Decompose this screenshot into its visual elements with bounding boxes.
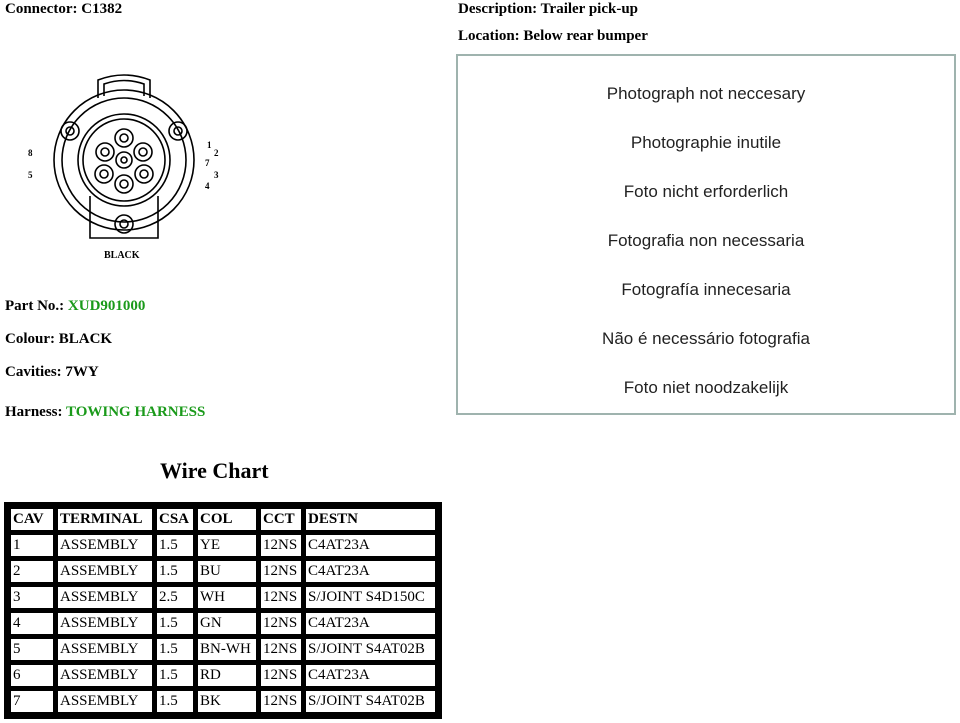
cell-terminal: ASSEMBLY xyxy=(57,664,153,687)
wire-chart-table xyxy=(4,502,442,719)
photo-message-nl: Foto niet noodzakelijk xyxy=(623,378,789,397)
cell-csa: 2.5 xyxy=(156,586,194,609)
harness-line xyxy=(5,404,205,421)
cell-col: WH xyxy=(197,586,257,609)
cell-cav: 3 xyxy=(10,586,54,609)
cell-cct: 12NS xyxy=(260,586,302,609)
cell-cav: 2 xyxy=(10,560,54,583)
cavities-label: Cavities: xyxy=(5,364,62,380)
colour-line xyxy=(5,331,112,348)
wire-chart-title: Wire Chart xyxy=(160,458,269,483)
table-row xyxy=(10,664,436,687)
cell-destn: S/JOINT S4D150C xyxy=(305,586,436,609)
cell-destn: C4AT23A xyxy=(305,664,436,687)
colour-label: Colour: xyxy=(5,331,55,347)
pin-number-5: 5 xyxy=(28,170,33,180)
column-header-col: COL xyxy=(197,508,257,531)
description-line xyxy=(458,1,638,18)
cell-csa: 1.5 xyxy=(156,534,194,557)
connector-face-diagram xyxy=(20,68,230,264)
description-label: Description: xyxy=(458,1,538,17)
part-no-link[interactable]: XUD901000 xyxy=(67,298,146,314)
column-header-destn: DESTN xyxy=(305,508,436,531)
cell-cav: 1 xyxy=(10,534,54,557)
location-value: Below rear bumper xyxy=(523,28,648,44)
cell-col: GN xyxy=(197,612,257,635)
photo-message-pt: Não é necessário fotografia xyxy=(602,329,810,348)
pin-number-2: 2 xyxy=(214,148,219,158)
part-no-label: Part No.: xyxy=(5,298,65,314)
cell-col: YE xyxy=(197,534,257,557)
table-row xyxy=(10,586,436,609)
connector-label: Connector: xyxy=(5,1,78,17)
cell-cav: 4 xyxy=(10,612,54,635)
cell-cav: 6 xyxy=(10,664,54,687)
cell-cct: 12NS xyxy=(260,612,302,635)
cell-cct: 12NS xyxy=(260,638,302,661)
photo-message-es: Fotografía innecesaria xyxy=(621,280,791,299)
cell-terminal: ASSEMBLY xyxy=(57,560,153,583)
cell-destn: C4AT23A xyxy=(305,560,436,583)
pin-number-4: 4 xyxy=(205,181,210,191)
cell-col: BK xyxy=(197,690,257,713)
location-label: Location: xyxy=(458,28,520,44)
cell-destn: C4AT23A xyxy=(305,612,436,635)
pin-number-8: 8 xyxy=(28,148,33,158)
cavities-line xyxy=(5,364,99,381)
location-line xyxy=(458,28,648,45)
cell-terminal: ASSEMBLY xyxy=(57,586,153,609)
table-row xyxy=(10,560,436,583)
column-header-cct: CCT xyxy=(260,508,302,531)
cell-csa: 1.5 xyxy=(156,638,194,661)
photo-message-fr: Photographie inutile xyxy=(630,133,782,152)
cell-destn: S/JOINT S4AT02B xyxy=(305,638,436,661)
cell-cct: 12NS xyxy=(260,664,302,687)
harness-link[interactable]: TOWING HARNESS xyxy=(65,404,206,420)
photo-placeholder-box xyxy=(456,54,956,415)
column-header-terminal: TERMINAL xyxy=(57,508,153,531)
table-row xyxy=(10,690,436,713)
cell-cct: 12NS xyxy=(260,534,302,557)
cell-terminal: ASSEMBLY xyxy=(57,612,153,635)
cell-terminal: ASSEMBLY xyxy=(57,638,153,661)
cell-col: RD xyxy=(197,664,257,687)
pin-number-3: 3 xyxy=(214,170,219,180)
description-value: Trailer pick-up xyxy=(540,1,639,17)
cell-col: BU xyxy=(197,560,257,583)
cell-destn: C4AT23A xyxy=(305,534,436,557)
cell-cct: 12NS xyxy=(260,560,302,583)
harness-label: Harness: xyxy=(5,404,63,420)
photo-message-en: Photograph not neccesary xyxy=(606,84,806,103)
diagram-colour-label: BLACK xyxy=(104,250,140,261)
part-no-line xyxy=(5,298,145,315)
photo-message-it: Fotografia non necessaria xyxy=(607,231,805,250)
connector-value: C1382 xyxy=(81,1,123,17)
table-row xyxy=(10,638,436,661)
cell-csa: 1.5 xyxy=(156,664,194,687)
column-header-csa: CSA xyxy=(156,508,194,531)
cell-cct: 12NS xyxy=(260,690,302,713)
pin-number-1: 1 xyxy=(207,140,212,150)
table-row xyxy=(10,612,436,635)
cell-cav: 5 xyxy=(10,638,54,661)
photo-message-de: Foto nicht erforderlich xyxy=(623,182,789,201)
cell-destn: S/JOINT S4AT02B xyxy=(305,690,436,713)
table-header-row xyxy=(10,508,436,531)
cell-csa: 1.5 xyxy=(156,560,194,583)
cell-csa: 1.5 xyxy=(156,612,194,635)
cell-csa: 1.5 xyxy=(156,690,194,713)
table-row xyxy=(10,534,436,557)
column-header-cav: CAV xyxy=(10,508,54,531)
cell-terminal: ASSEMBLY xyxy=(57,534,153,557)
colour-value: BLACK xyxy=(58,331,113,347)
cavities-value: 7WY xyxy=(65,364,99,380)
cell-cav: 7 xyxy=(10,690,54,713)
connector-line xyxy=(5,1,122,18)
cell-terminal: ASSEMBLY xyxy=(57,690,153,713)
cell-col: BN-WH xyxy=(197,638,257,661)
pin-number-7: 7 xyxy=(205,158,210,168)
